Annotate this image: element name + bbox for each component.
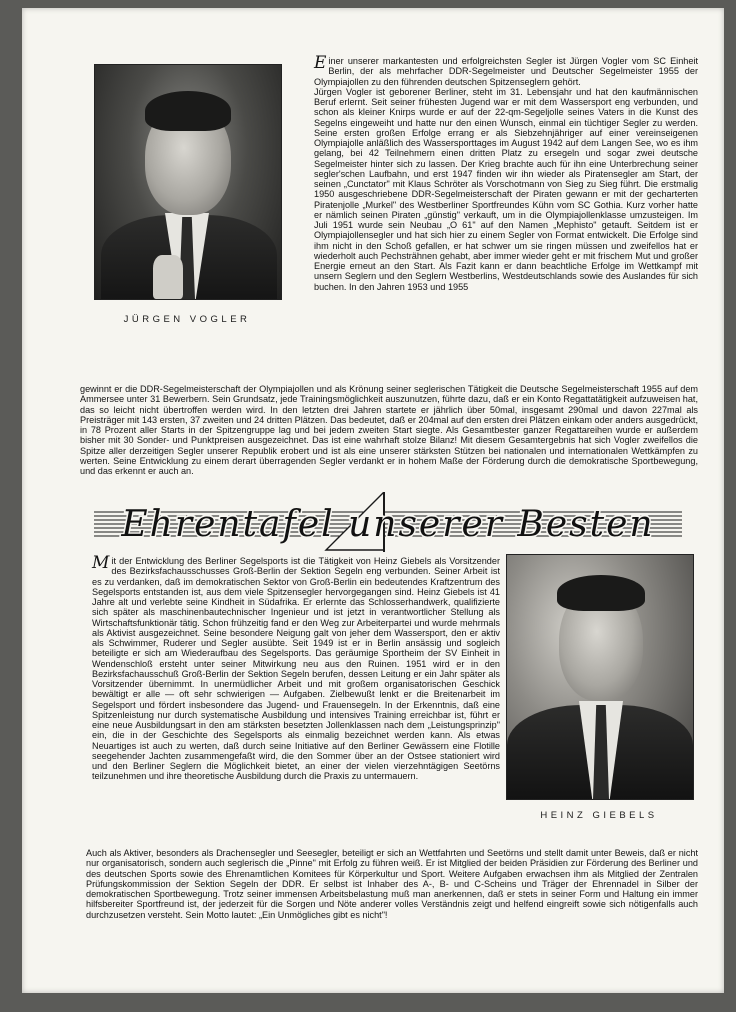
vogler-photo-caption: JÜRGEN VOGLER: [123, 314, 251, 325]
vogler-drop-letter: E: [314, 53, 327, 73]
banner-title: Ehrentafel unserer Besten: [121, 504, 655, 545]
giebels-side-column: [92, 553, 500, 782]
giebels-photo-caption: HEINZ GIEBELS: [540, 810, 658, 821]
vogler-portrait-photo: [94, 64, 282, 300]
vogler-side-column: [314, 53, 698, 292]
giebels-full-text: Auch als Aktiver, besonders als Drachensegler und Seesegler, beteiligt er sich an Wettfahrten und Seetörns und stellt damit unter Beweis, daß er nicht nur organisatorisch, sondern auch seglerisch die „Pinne" mit Erfolg zu führen weiß. Er ist Mitglied der beiden Präsidien zur Förderung des Berliner und des deutschen Sports sowie des Ehrenamtlichen Komitees für Körperkultur und Sport. Weitere Aufgaben erwachsen ihm als Mitglied der Zentralen Prüfungskommission der Sektion Segeln der DDR. Er selbst ist Inhaber des A-, B- und C-Scheins und Träger der Ehrennadel in Silber der demokratischen Sportbewegung. Trotz seiner immensen Arbeitsbelastung muß man anerkennen, daß er stets in seiner Form und Haltung ein immer hilfsbereiter Sportfreund ist, der jederzeit für die Sorgen und Nöte anderer volles Verständnis zeigt und helfend eingreift sowie sich nötigenfalls auch durchzusetzen versteht. Sein Motto lautet: „Ein Unmögliches gibt es nicht"!: [86, 848, 698, 920]
giebels-drop-letter: M: [92, 553, 110, 573]
giebels-side-text: it der Entwicklung des Berliner Segelsports ist die Tätigkeit von Heinz Giebels als Vorsitzender des Bezirksfachausschusses Groß-Berlin der Sektion Segeln eng verbunden. Seiner Arbeit ist es zu verdanken, daß im demokratischen Sektor von Groß-Berlin ein bedeutendes Kraftzentrum des Segelsports entstanden ist, aus dem viele Spitzensegler hervorgegangen sind. Heinz Giebels ist 41 Jahre alt und verlebte seine Kindheit in Südafrika. Er erlernte das Schlosserhandwerk, qualifizierte sich später als maschinenbautechnischer Ingenieur und ist jetzt in verantwortlicher Stellung als Wirtschaftsfunktionär tätig. Schon frühzeitig fand er den Weg zur Arbeiterpartei und wurde mehrmals als Aktivist ausgezeichnet. Seine besondere Neigung galt von jeher dem Wassersport, den er aktiv als Schwimmer, Ruderer und Segler ausübte. Seit 1949 ist er in Berlin ansässig und sogleich beteiligte er sich am Wiederaufbau des Segelsports. Das geräumige Sportheim der SV Einheit in Wendenschloß ersteht unter seiner Mitwirkung neu aus den Ruinen. 1951 wird er in den Bezirksfachausschuß Groß-Berlin der Sektion Segeln berufen, dessen Leitung er ein Jahr später als Vorsitzender übernimmt. In unermüdlicher Arbeit und mit großem organisatorischen Geschick bewältigt er alle — oft sehr schwierigen — Aufgaben. Zielbewußt lenkt er die Breitenarbeit im Segelsport und fördert insbesondere das Jugend- und Frauensegeln. In der Erkenntnis, daß eine Spitzenleistung nur durch systematische Ausbildung und intensives Training erreichbar ist, führt er eine neue Ausbildungsart in den am stärksten besetzten Jollenklassen nach dem „Leistungsprinzip" ein, die in der Geschichte des Segelsports als einmalig bezeichnet werden kann. Als etwas Neuartiges ist auch zu werten, daß durch seine Initiative auf den Berliner Gewässern eine Flotille seegehender Jachten zusammengefaßt wird, die den Sommer über an der Ostsee stationiert wird und den Berliner Seglern die Möglichkeit bietet, an einer der vielen vierzehntägigen Seetörns teilzunehmen und ihre theoretische Ausbildung durch die Praxis zu untermauern.: [92, 556, 500, 782]
vogler-full-text: gewinnt er die DDR-Segelmeisterschaft der Olympiajollen und als Krönung seiner seglerischen Tätigkeit die Deutsche Segelmeisterschaft 1955 auf dem Ammersee unter 31 Bewerbern. Sein Grundsatz, jede Trainingsmöglichkeit auszunutzen, führte dazu, daß er ein Konto Regattatätigkeit aufzuweisen hat, das so leicht nicht übertroffen werden wird. In den letzten drei Jahren startete er jährlich über 50mal, insgesamt 290mal und davon 227mal als Preisträger mit 143 ersten, 37 zweiten und 24 dritten Plätzen. Das bedeutet, daß er 204mal auf den ersten drei Plätzen einkam oder anders ausgedrückt, in 78 Prozent aller Starts in der Spitzengruppe lag und bei jedem zweiten Start siegte. Als Gesamtbester ganzer Regattareihen wurde er außerdem bisher mit 30 Sonder- und Punktpreisen ausgezeichnet. Das ist eine wahrhaft stolze Bilanz! Mit diesem Gesamtergebnis hat sich Vogler zweifellos die Spitze aller derzeitigen Segler unserer Republik erobert und ist als eine unserer stärksten Stützen bei nationalen und internationalen Wettkämpfen zu werten. Seine Entwicklung zu einem derart überragenden Segler verdankt er in hohem Maße der Förderung durch die demokratische Sportbewegung, und das erkennt er auch an.: [80, 384, 698, 476]
vogler-intro-text: iner unserer markantesten und erfolgreichsten Segler ist Jürgen Vogler vom SC Einheit Berlin, der als mehrfacher DDR-Segelmeister und Deutscher Segelmeister 1955 der Olympiajollen zu den führenden deutschen Spitzenseglern gehört.: [314, 56, 698, 87]
magazine-page: [22, 8, 724, 993]
giebels-portrait-photo: [506, 554, 694, 800]
vogler-side-text: Jürgen Vogler ist geborener Berliner, steht im 31. Lebensjahr und hat den kaufmännischen Beruf erlernt. Seit seiner frühesten Jugend war er mit dem Wassersport eng verbunden, und schon als kleiner Knirps wurde er auf der 22-qm-Segeljolle seines Vaters in die Kunst des Segelns eingeweiht und hatte nur den einen Wunsch, einmal ein tüchtiger Segler zu werden. Seine ersten großen Erfolge errang er als Siebzehnjähriger auf einer vereinseigenen Olympiajolle anläßlich des Wassersporttages im August 1942 auf dem Langen See, wo es ihm gelang, bei 42 Teilnehmern einen dritten Platz zu ersegeln und sogar zwei deutsche Segelmeister hinter sich zu lassen. Der Krieg brachte auch für ihn eine Unterbrechung seiner segler'schen Laufbahn, und erst 1947 finden wir ihn wieder als Piratensegler am Start, der seinen „Cunctator" mit Klaus Schröter als Vorschotmann von Sieg zu Sieg führt. Die erstmalig 1950 ausgeschriebene DDR-Segelmeisterschaft der Piraten gewann er mit der gecharterten Piratenjolle „Murkel" des Westberliner Sportfreundes Kühn vom SC Gothia. Kurz vorher hatte er nämlich seinen Piraten „günstig" verkauft, um in die Olympiajollenklasse umzusteigen. Im Juli 1951 wurde sein Neubau „O 61" auf den Namen „Mephisto" getauft. Seitdem ist er Olympiajollensegler und hat sich hier zu einem Segler von Format entwickelt. Die Erfolge sind ihm nicht in den Schoß gefallen, er hat schwer um sie ringen müssen und zweifellos hat er wiederholt auch Pechsträhnen gehabt, aber immer wieder geht er mit frischem Mut und großer Energie erneut an den Start. Als Fazit kann er dann beachtliche Erfolge im Wettkampf mit unsern Seglern und den Seglern Westberlins, Westdeutschlands sowie des Auslandes für sich buchen. In den Jahren 1953 und 1955: [314, 86, 698, 292]
ehrentafel-banner: [94, 492, 682, 556]
